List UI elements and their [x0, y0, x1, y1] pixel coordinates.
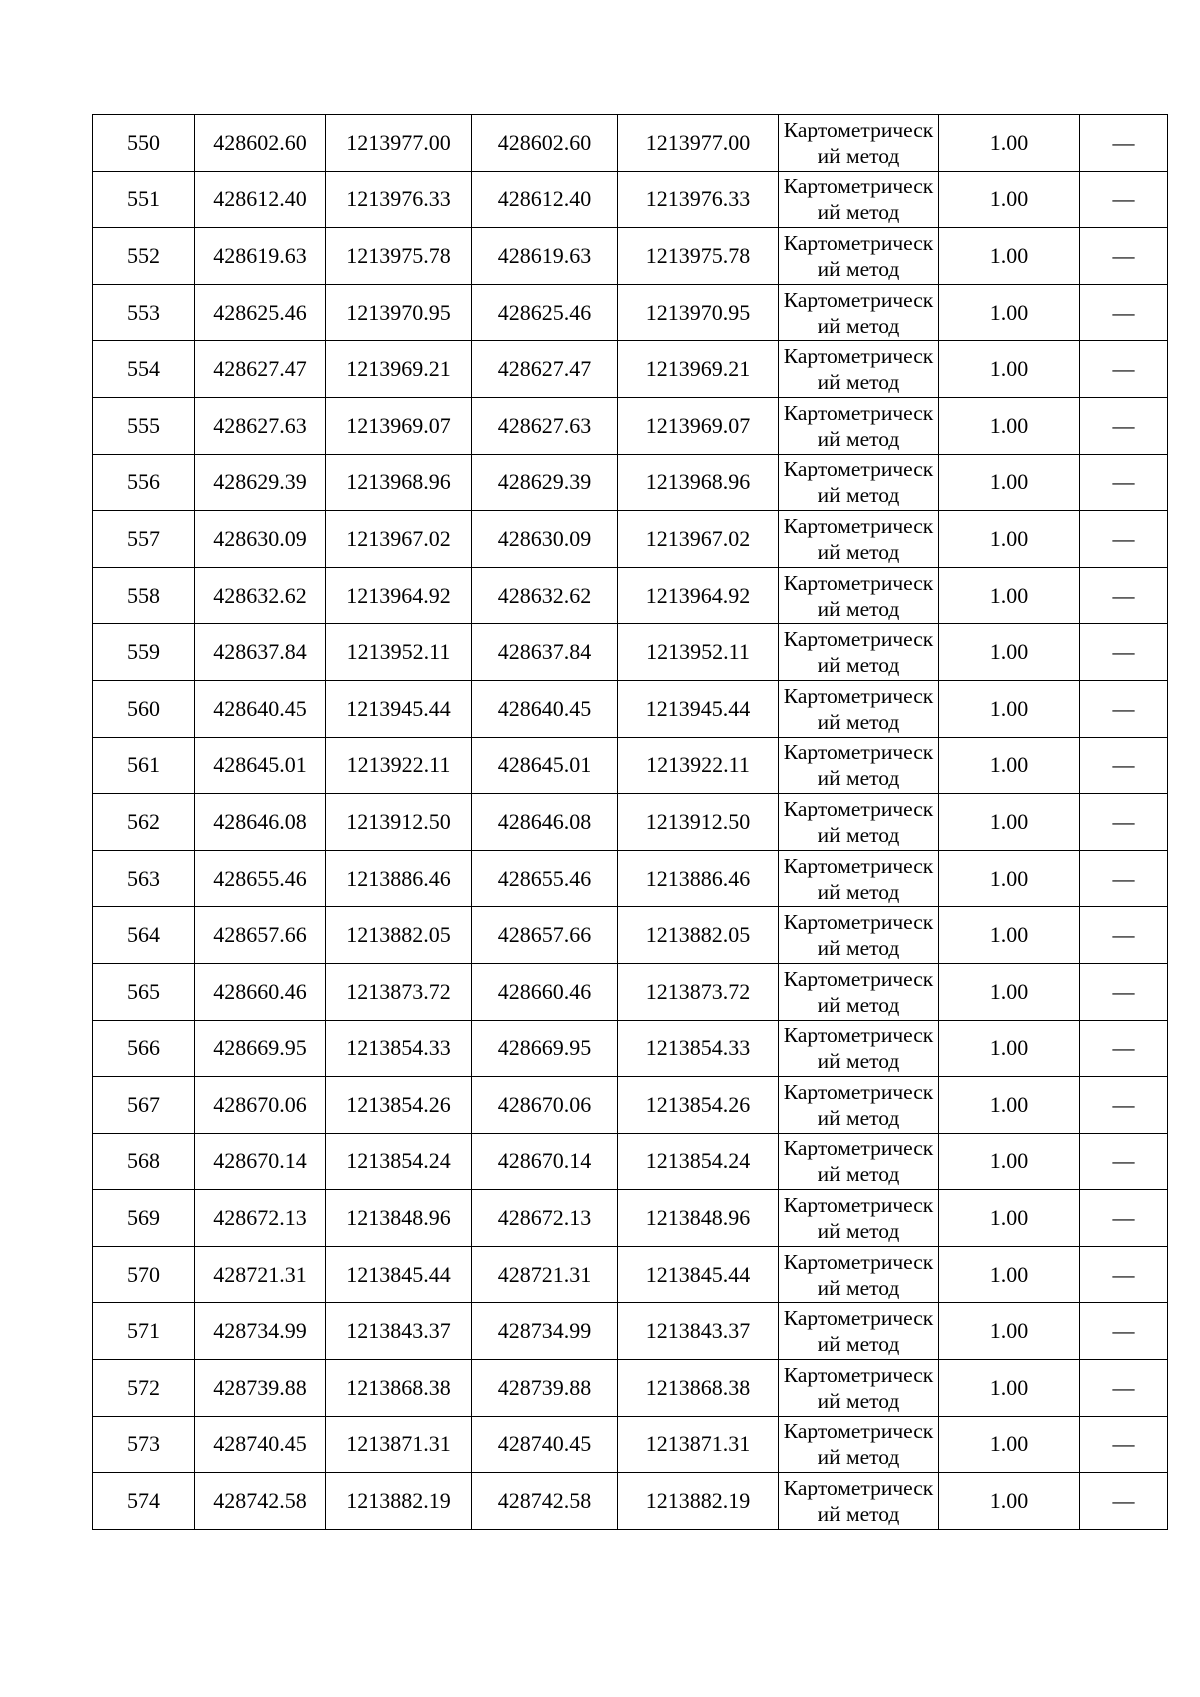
refined-x-cell: 428629.39	[472, 454, 618, 511]
accuracy-cell: 1.00	[939, 1077, 1080, 1134]
method-cell: Картометрический метод	[779, 115, 939, 172]
table-row	[93, 1020, 1168, 1077]
method-cell: Картометрический метод	[779, 1246, 939, 1303]
table-row	[93, 1246, 1168, 1303]
existing-y-cell: 1213854.33	[326, 1020, 472, 1077]
existing-x-cell: 428627.63	[195, 397, 326, 454]
point-number-cell: 571	[93, 1303, 195, 1360]
refined-y-cell: 1213977.00	[618, 115, 779, 172]
refined-y-cell: 1213964.92	[618, 567, 779, 624]
note-cell: —	[1080, 228, 1168, 285]
method-cell: Картометрический метод	[779, 963, 939, 1020]
point-number-cell: 560	[93, 680, 195, 737]
refined-x-cell: 428619.63	[472, 228, 618, 285]
refined-x-cell: 428670.06	[472, 1077, 618, 1134]
method-cell: Картометрический метод	[779, 171, 939, 228]
table-row	[93, 963, 1168, 1020]
existing-x-cell: 428657.66	[195, 907, 326, 964]
accuracy-cell: 1.00	[939, 454, 1080, 511]
existing-x-cell: 428734.99	[195, 1303, 326, 1360]
existing-x-cell: 428740.45	[195, 1416, 326, 1473]
refined-x-cell: 428657.66	[472, 907, 618, 964]
existing-y-cell: 1213845.44	[326, 1246, 472, 1303]
refined-x-cell: 428640.45	[472, 680, 618, 737]
refined-y-cell: 1213967.02	[618, 511, 779, 568]
refined-y-cell: 1213945.44	[618, 680, 779, 737]
refined-y-cell: 1213843.37	[618, 1303, 779, 1360]
point-number-cell: 550	[93, 115, 195, 172]
method-cell: Картометрический метод	[779, 1303, 939, 1360]
note-cell: —	[1080, 284, 1168, 341]
refined-x-cell: 428637.84	[472, 624, 618, 681]
refined-y-cell: 1213969.07	[618, 397, 779, 454]
existing-x-cell: 428627.47	[195, 341, 326, 398]
table-row	[93, 454, 1168, 511]
existing-y-cell: 1213945.44	[326, 680, 472, 737]
accuracy-cell: 1.00	[939, 624, 1080, 681]
existing-x-cell: 428640.45	[195, 680, 326, 737]
existing-x-cell: 428721.31	[195, 1246, 326, 1303]
note-cell: —	[1080, 171, 1168, 228]
note-cell: —	[1080, 963, 1168, 1020]
point-number-cell: 556	[93, 454, 195, 511]
point-number-cell: 554	[93, 341, 195, 398]
refined-x-cell: 428612.40	[472, 171, 618, 228]
existing-x-cell: 428619.63	[195, 228, 326, 285]
refined-y-cell: 1213969.21	[618, 341, 779, 398]
note-cell: —	[1080, 1360, 1168, 1417]
refined-x-cell: 428625.46	[472, 284, 618, 341]
refined-y-cell: 1213968.96	[618, 454, 779, 511]
refined-y-cell: 1213975.78	[618, 228, 779, 285]
note-cell: —	[1080, 680, 1168, 737]
accuracy-cell: 1.00	[939, 1133, 1080, 1190]
table-row	[93, 228, 1168, 285]
existing-x-cell: 428742.58	[195, 1473, 326, 1530]
note-cell: —	[1080, 511, 1168, 568]
note-cell: —	[1080, 397, 1168, 454]
point-number-cell: 568	[93, 1133, 195, 1190]
existing-y-cell: 1213871.31	[326, 1416, 472, 1473]
note-cell: —	[1080, 567, 1168, 624]
note-cell: —	[1080, 1303, 1168, 1360]
table-row	[93, 397, 1168, 454]
method-cell: Картометрический метод	[779, 737, 939, 794]
accuracy-cell: 1.00	[939, 567, 1080, 624]
existing-x-cell: 428645.01	[195, 737, 326, 794]
existing-y-cell: 1213912.50	[326, 794, 472, 851]
accuracy-cell: 1.00	[939, 1360, 1080, 1417]
note-cell: —	[1080, 1473, 1168, 1530]
refined-x-cell: 428627.63	[472, 397, 618, 454]
existing-y-cell: 1213854.26	[326, 1077, 472, 1134]
method-cell: Картометрический метод	[779, 341, 939, 398]
accuracy-cell: 1.00	[939, 963, 1080, 1020]
existing-x-cell: 428625.46	[195, 284, 326, 341]
refined-x-cell: 428672.13	[472, 1190, 618, 1247]
point-number-cell: 574	[93, 1473, 195, 1530]
refined-x-cell: 428602.60	[472, 115, 618, 172]
method-cell: Картометрический метод	[779, 228, 939, 285]
point-number-cell: 555	[93, 397, 195, 454]
table-row	[93, 1303, 1168, 1360]
refined-x-cell: 428670.14	[472, 1133, 618, 1190]
table-row	[93, 1190, 1168, 1247]
refined-y-cell: 1213854.33	[618, 1020, 779, 1077]
refined-x-cell: 428739.88	[472, 1360, 618, 1417]
note-cell: —	[1080, 1416, 1168, 1473]
note-cell: —	[1080, 624, 1168, 681]
method-cell: Картометрический метод	[779, 1133, 939, 1190]
existing-y-cell: 1213975.78	[326, 228, 472, 285]
accuracy-cell: 1.00	[939, 794, 1080, 851]
refined-y-cell: 1213882.05	[618, 907, 779, 964]
point-number-cell: 563	[93, 850, 195, 907]
refined-y-cell: 1213976.33	[618, 171, 779, 228]
table-row	[93, 624, 1168, 681]
refined-y-cell: 1213854.24	[618, 1133, 779, 1190]
point-number-cell: 558	[93, 567, 195, 624]
table-row	[93, 850, 1168, 907]
refined-x-cell: 428660.46	[472, 963, 618, 1020]
existing-y-cell: 1213964.92	[326, 567, 472, 624]
table-row	[93, 1360, 1168, 1417]
point-number-cell: 557	[93, 511, 195, 568]
existing-y-cell: 1213886.46	[326, 850, 472, 907]
method-cell: Картометрический метод	[779, 567, 939, 624]
method-cell: Картометрический метод	[779, 1020, 939, 1077]
refined-y-cell: 1213871.31	[618, 1416, 779, 1473]
method-cell: Картометрический метод	[779, 511, 939, 568]
method-cell: Картометрический метод	[779, 454, 939, 511]
table-row	[93, 284, 1168, 341]
existing-x-cell: 428670.14	[195, 1133, 326, 1190]
point-number-cell: 559	[93, 624, 195, 681]
note-cell: —	[1080, 907, 1168, 964]
accuracy-cell: 1.00	[939, 284, 1080, 341]
accuracy-cell: 1.00	[939, 1303, 1080, 1360]
existing-x-cell: 428630.09	[195, 511, 326, 568]
point-number-cell: 562	[93, 794, 195, 851]
table-row	[93, 115, 1168, 172]
existing-x-cell: 428739.88	[195, 1360, 326, 1417]
accuracy-cell: 1.00	[939, 1190, 1080, 1247]
accuracy-cell: 1.00	[939, 907, 1080, 964]
coordinates-table-body	[93, 115, 1168, 1530]
accuracy-cell: 1.00	[939, 397, 1080, 454]
method-cell: Картометрический метод	[779, 850, 939, 907]
point-number-cell: 570	[93, 1246, 195, 1303]
refined-y-cell: 1213882.19	[618, 1473, 779, 1530]
existing-x-cell: 428612.40	[195, 171, 326, 228]
refined-x-cell: 428740.45	[472, 1416, 618, 1473]
table-row	[93, 1133, 1168, 1190]
method-cell: Картометрический метод	[779, 1077, 939, 1134]
table-row	[93, 341, 1168, 398]
existing-y-cell: 1213868.38	[326, 1360, 472, 1417]
note-cell: —	[1080, 1020, 1168, 1077]
table-row	[93, 1416, 1168, 1473]
table-row	[93, 567, 1168, 624]
existing-y-cell: 1213969.07	[326, 397, 472, 454]
accuracy-cell: 1.00	[939, 737, 1080, 794]
existing-x-cell: 428660.46	[195, 963, 326, 1020]
point-number-cell: 564	[93, 907, 195, 964]
table-row	[93, 1473, 1168, 1530]
existing-x-cell: 428632.62	[195, 567, 326, 624]
point-number-cell: 561	[93, 737, 195, 794]
table-row	[93, 1077, 1168, 1134]
point-number-cell: 573	[93, 1416, 195, 1473]
existing-x-cell: 428602.60	[195, 115, 326, 172]
existing-x-cell: 428672.13	[195, 1190, 326, 1247]
note-cell: —	[1080, 1077, 1168, 1134]
refined-y-cell: 1213952.11	[618, 624, 779, 681]
note-cell: —	[1080, 1246, 1168, 1303]
existing-y-cell: 1213976.33	[326, 171, 472, 228]
note-cell: —	[1080, 115, 1168, 172]
existing-y-cell: 1213967.02	[326, 511, 472, 568]
refined-y-cell: 1213873.72	[618, 963, 779, 1020]
table-row	[93, 794, 1168, 851]
accuracy-cell: 1.00	[939, 1246, 1080, 1303]
method-cell: Картометрический метод	[779, 284, 939, 341]
note-cell: —	[1080, 737, 1168, 794]
refined-y-cell: 1213848.96	[618, 1190, 779, 1247]
method-cell: Картометрический метод	[779, 397, 939, 454]
existing-y-cell: 1213977.00	[326, 115, 472, 172]
accuracy-cell: 1.00	[939, 1473, 1080, 1530]
accuracy-cell: 1.00	[939, 171, 1080, 228]
refined-x-cell: 428632.62	[472, 567, 618, 624]
point-number-cell: 572	[93, 1360, 195, 1417]
existing-x-cell: 428646.08	[195, 794, 326, 851]
existing-x-cell: 428669.95	[195, 1020, 326, 1077]
existing-x-cell: 428655.46	[195, 850, 326, 907]
note-cell: —	[1080, 1133, 1168, 1190]
point-number-cell: 569	[93, 1190, 195, 1247]
existing-y-cell: 1213922.11	[326, 737, 472, 794]
existing-x-cell: 428670.06	[195, 1077, 326, 1134]
note-cell: —	[1080, 1190, 1168, 1247]
existing-y-cell: 1213970.95	[326, 284, 472, 341]
point-number-cell: 566	[93, 1020, 195, 1077]
method-cell: Картометрический метод	[779, 794, 939, 851]
method-cell: Картометрический метод	[779, 680, 939, 737]
existing-y-cell: 1213952.11	[326, 624, 472, 681]
refined-y-cell: 1213868.38	[618, 1360, 779, 1417]
accuracy-cell: 1.00	[939, 1416, 1080, 1473]
refined-x-cell: 428646.08	[472, 794, 618, 851]
accuracy-cell: 1.00	[939, 850, 1080, 907]
method-cell: Картометрический метод	[779, 1416, 939, 1473]
refined-y-cell: 1213854.26	[618, 1077, 779, 1134]
table-row	[93, 680, 1168, 737]
point-number-cell: 551	[93, 171, 195, 228]
refined-x-cell: 428721.31	[472, 1246, 618, 1303]
point-number-cell: 553	[93, 284, 195, 341]
refined-y-cell: 1213912.50	[618, 794, 779, 851]
refined-x-cell: 428669.95	[472, 1020, 618, 1077]
coordinates-table	[92, 114, 1168, 1530]
existing-y-cell: 1213882.19	[326, 1473, 472, 1530]
accuracy-cell: 1.00	[939, 228, 1080, 285]
method-cell: Картометрический метод	[779, 624, 939, 681]
note-cell: —	[1080, 454, 1168, 511]
note-cell: —	[1080, 850, 1168, 907]
note-cell: —	[1080, 341, 1168, 398]
existing-y-cell: 1213854.24	[326, 1133, 472, 1190]
existing-y-cell: 1213843.37	[326, 1303, 472, 1360]
refined-x-cell: 428627.47	[472, 341, 618, 398]
refined-x-cell: 428734.99	[472, 1303, 618, 1360]
refined-x-cell: 428630.09	[472, 511, 618, 568]
method-cell: Картометрический метод	[779, 1473, 939, 1530]
refined-x-cell: 428655.46	[472, 850, 618, 907]
table-row	[93, 737, 1168, 794]
accuracy-cell: 1.00	[939, 341, 1080, 398]
point-number-cell: 567	[93, 1077, 195, 1134]
point-number-cell: 552	[93, 228, 195, 285]
refined-y-cell: 1213922.11	[618, 737, 779, 794]
refined-x-cell: 428742.58	[472, 1473, 618, 1530]
existing-y-cell: 1213968.96	[326, 454, 472, 511]
existing-y-cell: 1213873.72	[326, 963, 472, 1020]
table-row	[93, 171, 1168, 228]
table-row	[93, 511, 1168, 568]
refined-y-cell: 1213845.44	[618, 1246, 779, 1303]
accuracy-cell: 1.00	[939, 680, 1080, 737]
refined-y-cell: 1213970.95	[618, 284, 779, 341]
refined-y-cell: 1213886.46	[618, 850, 779, 907]
existing-x-cell: 428629.39	[195, 454, 326, 511]
existing-x-cell: 428637.84	[195, 624, 326, 681]
refined-x-cell: 428645.01	[472, 737, 618, 794]
existing-y-cell: 1213969.21	[326, 341, 472, 398]
note-cell: —	[1080, 794, 1168, 851]
table-row	[93, 907, 1168, 964]
method-cell: Картометрический метод	[779, 907, 939, 964]
accuracy-cell: 1.00	[939, 511, 1080, 568]
accuracy-cell: 1.00	[939, 115, 1080, 172]
existing-y-cell: 1213882.05	[326, 907, 472, 964]
accuracy-cell: 1.00	[939, 1020, 1080, 1077]
method-cell: Картометрический метод	[779, 1190, 939, 1247]
method-cell: Картометрический метод	[779, 1360, 939, 1417]
point-number-cell: 565	[93, 963, 195, 1020]
existing-y-cell: 1213848.96	[326, 1190, 472, 1247]
